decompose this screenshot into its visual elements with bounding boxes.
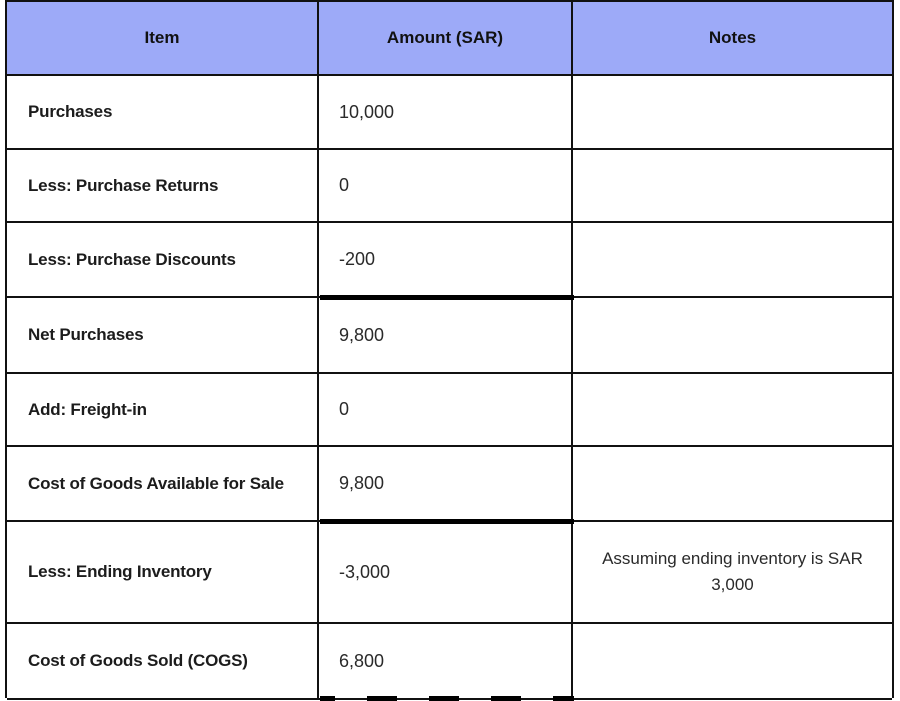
table-header-row [7,2,892,76]
row-amount: -200 [319,223,573,296]
row-notes [573,298,892,372]
row-amount: 0 [319,374,573,445]
row-amount: 6,800 [319,624,573,698]
row-amount: 10,000 [319,76,573,148]
header-amount: Amount (SAR) [319,2,573,74]
row-amount: 0 [319,150,573,221]
header-notes: Notes [708,28,757,47]
row-notes: Assuming ending inventory is SAR 3,000 [602,549,863,594]
row-item: Purchases [7,76,319,148]
row-amount: 9,800 [319,447,573,520]
subtotal-rule [320,519,574,524]
row-amount: -3,000 [319,522,573,622]
row-item: Less: Ending Inventory [7,522,319,622]
total-dashed-rule [320,696,574,701]
table-row [7,298,892,374]
row-notes [573,150,892,221]
row-notes [573,223,892,296]
table-row [7,150,892,223]
row-notes [573,76,892,148]
table-row [7,624,892,700]
table-row [7,447,892,522]
row-item: Add: Freight-in [7,374,319,445]
row-item: Net Purchases [7,298,319,372]
table-row [7,522,892,624]
header-item: Item [7,2,319,74]
cogs-table [5,0,894,698]
table-row [7,76,892,150]
row-item: Cost of Goods Sold (COGS) [7,624,319,698]
row-notes [573,374,892,445]
row-amount: 9,800 [319,298,573,372]
row-item: Less: Purchase Discounts [7,223,319,296]
subtotal-rule [320,295,574,300]
table-row [7,374,892,447]
row-item: Cost of Goods Available for Sale [7,447,319,520]
row-notes [573,447,892,520]
row-item: Less: Purchase Returns [7,150,319,221]
table-row [7,223,892,298]
row-notes [573,624,892,698]
